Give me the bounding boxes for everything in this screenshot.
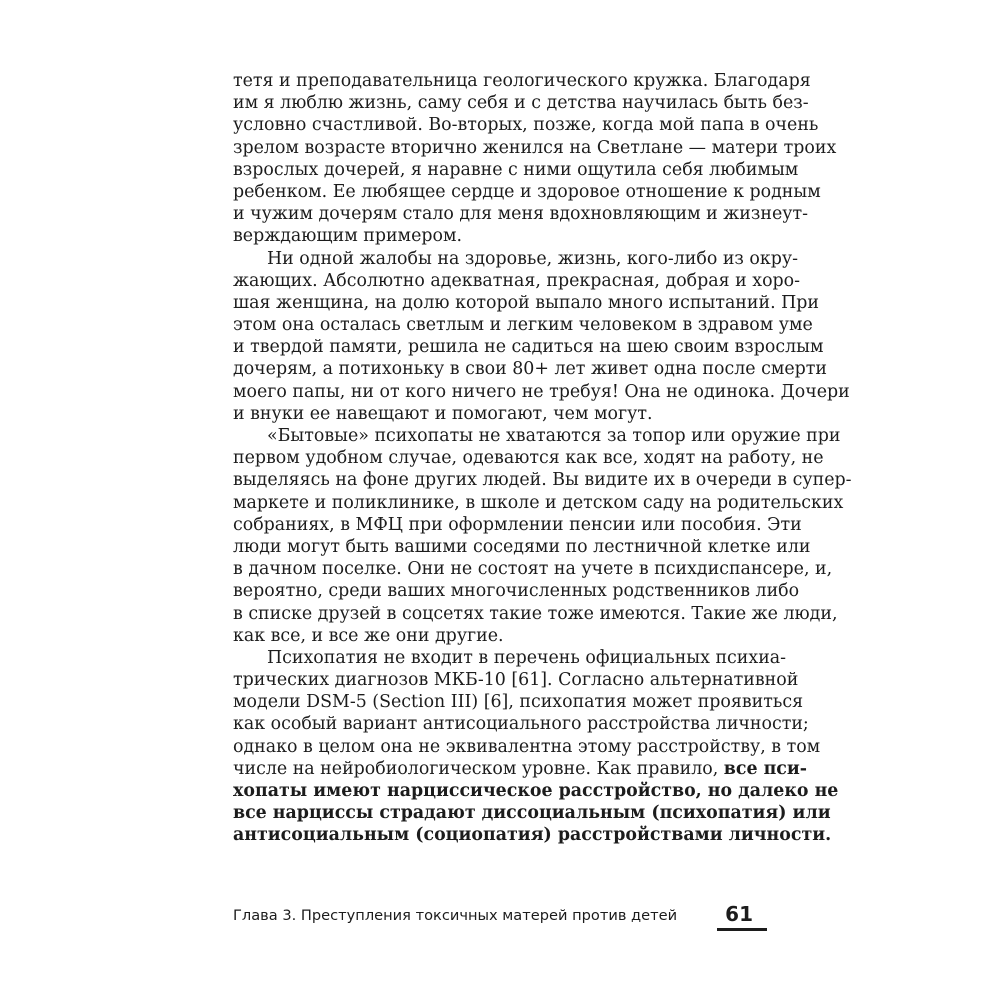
bold-text-fragment: все пси- bbox=[723, 758, 808, 779]
text-line: условно счастливой. Во-вторых, позже, когда мой папа в очень bbox=[233, 115, 819, 136]
text-line: как все, и все же они другие. bbox=[233, 625, 504, 646]
text-line: однако в целом она не эквивалентна этому расстройству, в том bbox=[233, 736, 821, 757]
text-line: в дачном поселке. Они не состоят на учете в психдиспансере, и, bbox=[233, 559, 833, 580]
bold-text-line: хопаты имеют нарциссическое расстройство, но далеко не bbox=[233, 781, 839, 801]
text-line: маркете и поликлинике, в школе и детском саду на родительских bbox=[233, 492, 844, 513]
text-line: ребенком. Ее любящее сердце и здоровое отношение к родным bbox=[233, 181, 821, 202]
text-fragment: числе на нейробиологическом уровне. Как правило, bbox=[233, 758, 724, 779]
running-title: Глава 3. Преступления токсичных матерей против детей bbox=[233, 907, 678, 924]
text-line: модели DSM-5 (Section III) [6], психопатия может проявиться bbox=[233, 692, 804, 713]
page-number-underline bbox=[717, 928, 767, 931]
text-line: дочерям, а потихоньку в свои 80+ лет живет одна после смерти bbox=[233, 359, 827, 380]
text-line: этом она осталась светлым и легким человеком в здравом уме bbox=[233, 315, 813, 336]
bold-text-line: все нарциссы страдают диссоциальным (психопатия) или bbox=[233, 803, 831, 824]
text-line: «Бытовые» психопаты не хватаются за топор или оружие при bbox=[267, 426, 841, 446]
text-line: люди могут быть вашими соседями по лестничной клетке или bbox=[233, 536, 811, 557]
text-line: жающих. Абсолютно адекватная, прекрасная, добрая и хоро- bbox=[233, 270, 801, 291]
text-line-mixed bbox=[233, 758, 808, 780]
text-line: как особый вариант антисоциального расстройства личности; bbox=[233, 714, 809, 735]
page-number: 61 bbox=[725, 902, 753, 926]
text-line: и твердой памяти, решила не садиться на шею своим взрослым bbox=[233, 337, 824, 358]
text-line: тетя и преподавательница геологического кружка. Благодаря bbox=[233, 71, 811, 91]
text-line: верждающим примером. bbox=[233, 226, 463, 247]
text-line: им я люблю жизнь, саму себя и с детства научилась быть без- bbox=[233, 93, 809, 114]
text-line: собраниях, в МФЦ при оформлении пенсии или пособия. Эти bbox=[233, 514, 802, 535]
text-line: и чужим дочерям стало для меня вдохновляющим и жизнеут- bbox=[233, 204, 808, 225]
page-footer bbox=[233, 904, 767, 930]
text-line: вероятно, среди ваших многочисленных родственников либо bbox=[233, 581, 800, 602]
text-line: моего папы, ни от кого ничего не требуя! Она не одинока. Дочери bbox=[233, 381, 850, 402]
bold-text-line: антисоциальным (социопатия) расстройствами личности. bbox=[233, 825, 832, 846]
text-line: взрослых дочерей, я наравне с ними ощутила себя любимым bbox=[233, 159, 799, 180]
text-line: выделяясь на фоне других людей. Вы видите их в очереди в супер- bbox=[233, 470, 852, 491]
page-body bbox=[233, 70, 852, 847]
text-line: Психопатия не входит в перечень официальных психиа- bbox=[267, 647, 787, 668]
text-line: трических диагнозов МКБ-10 [61]. Согласно альтернативной bbox=[233, 670, 799, 691]
text-line: шая женщина, на долю которой выпало много испытаний. При bbox=[233, 292, 820, 313]
text-line: и внуки ее навещают и помогают, чем могут. bbox=[233, 403, 653, 424]
text-line: Ни одной жалобы на здоровье, жизнь, кого-либо из окру- bbox=[267, 248, 799, 269]
text-line: зрелом возрасте вторично женился на Светлане — матери троих bbox=[233, 137, 837, 158]
text-line: первом удобном случае, одеваются как все, ходят на работу, не bbox=[233, 448, 824, 469]
text-line: в списке друзей в соцсетях такие тоже имеются. Такие же люди, bbox=[233, 603, 838, 624]
